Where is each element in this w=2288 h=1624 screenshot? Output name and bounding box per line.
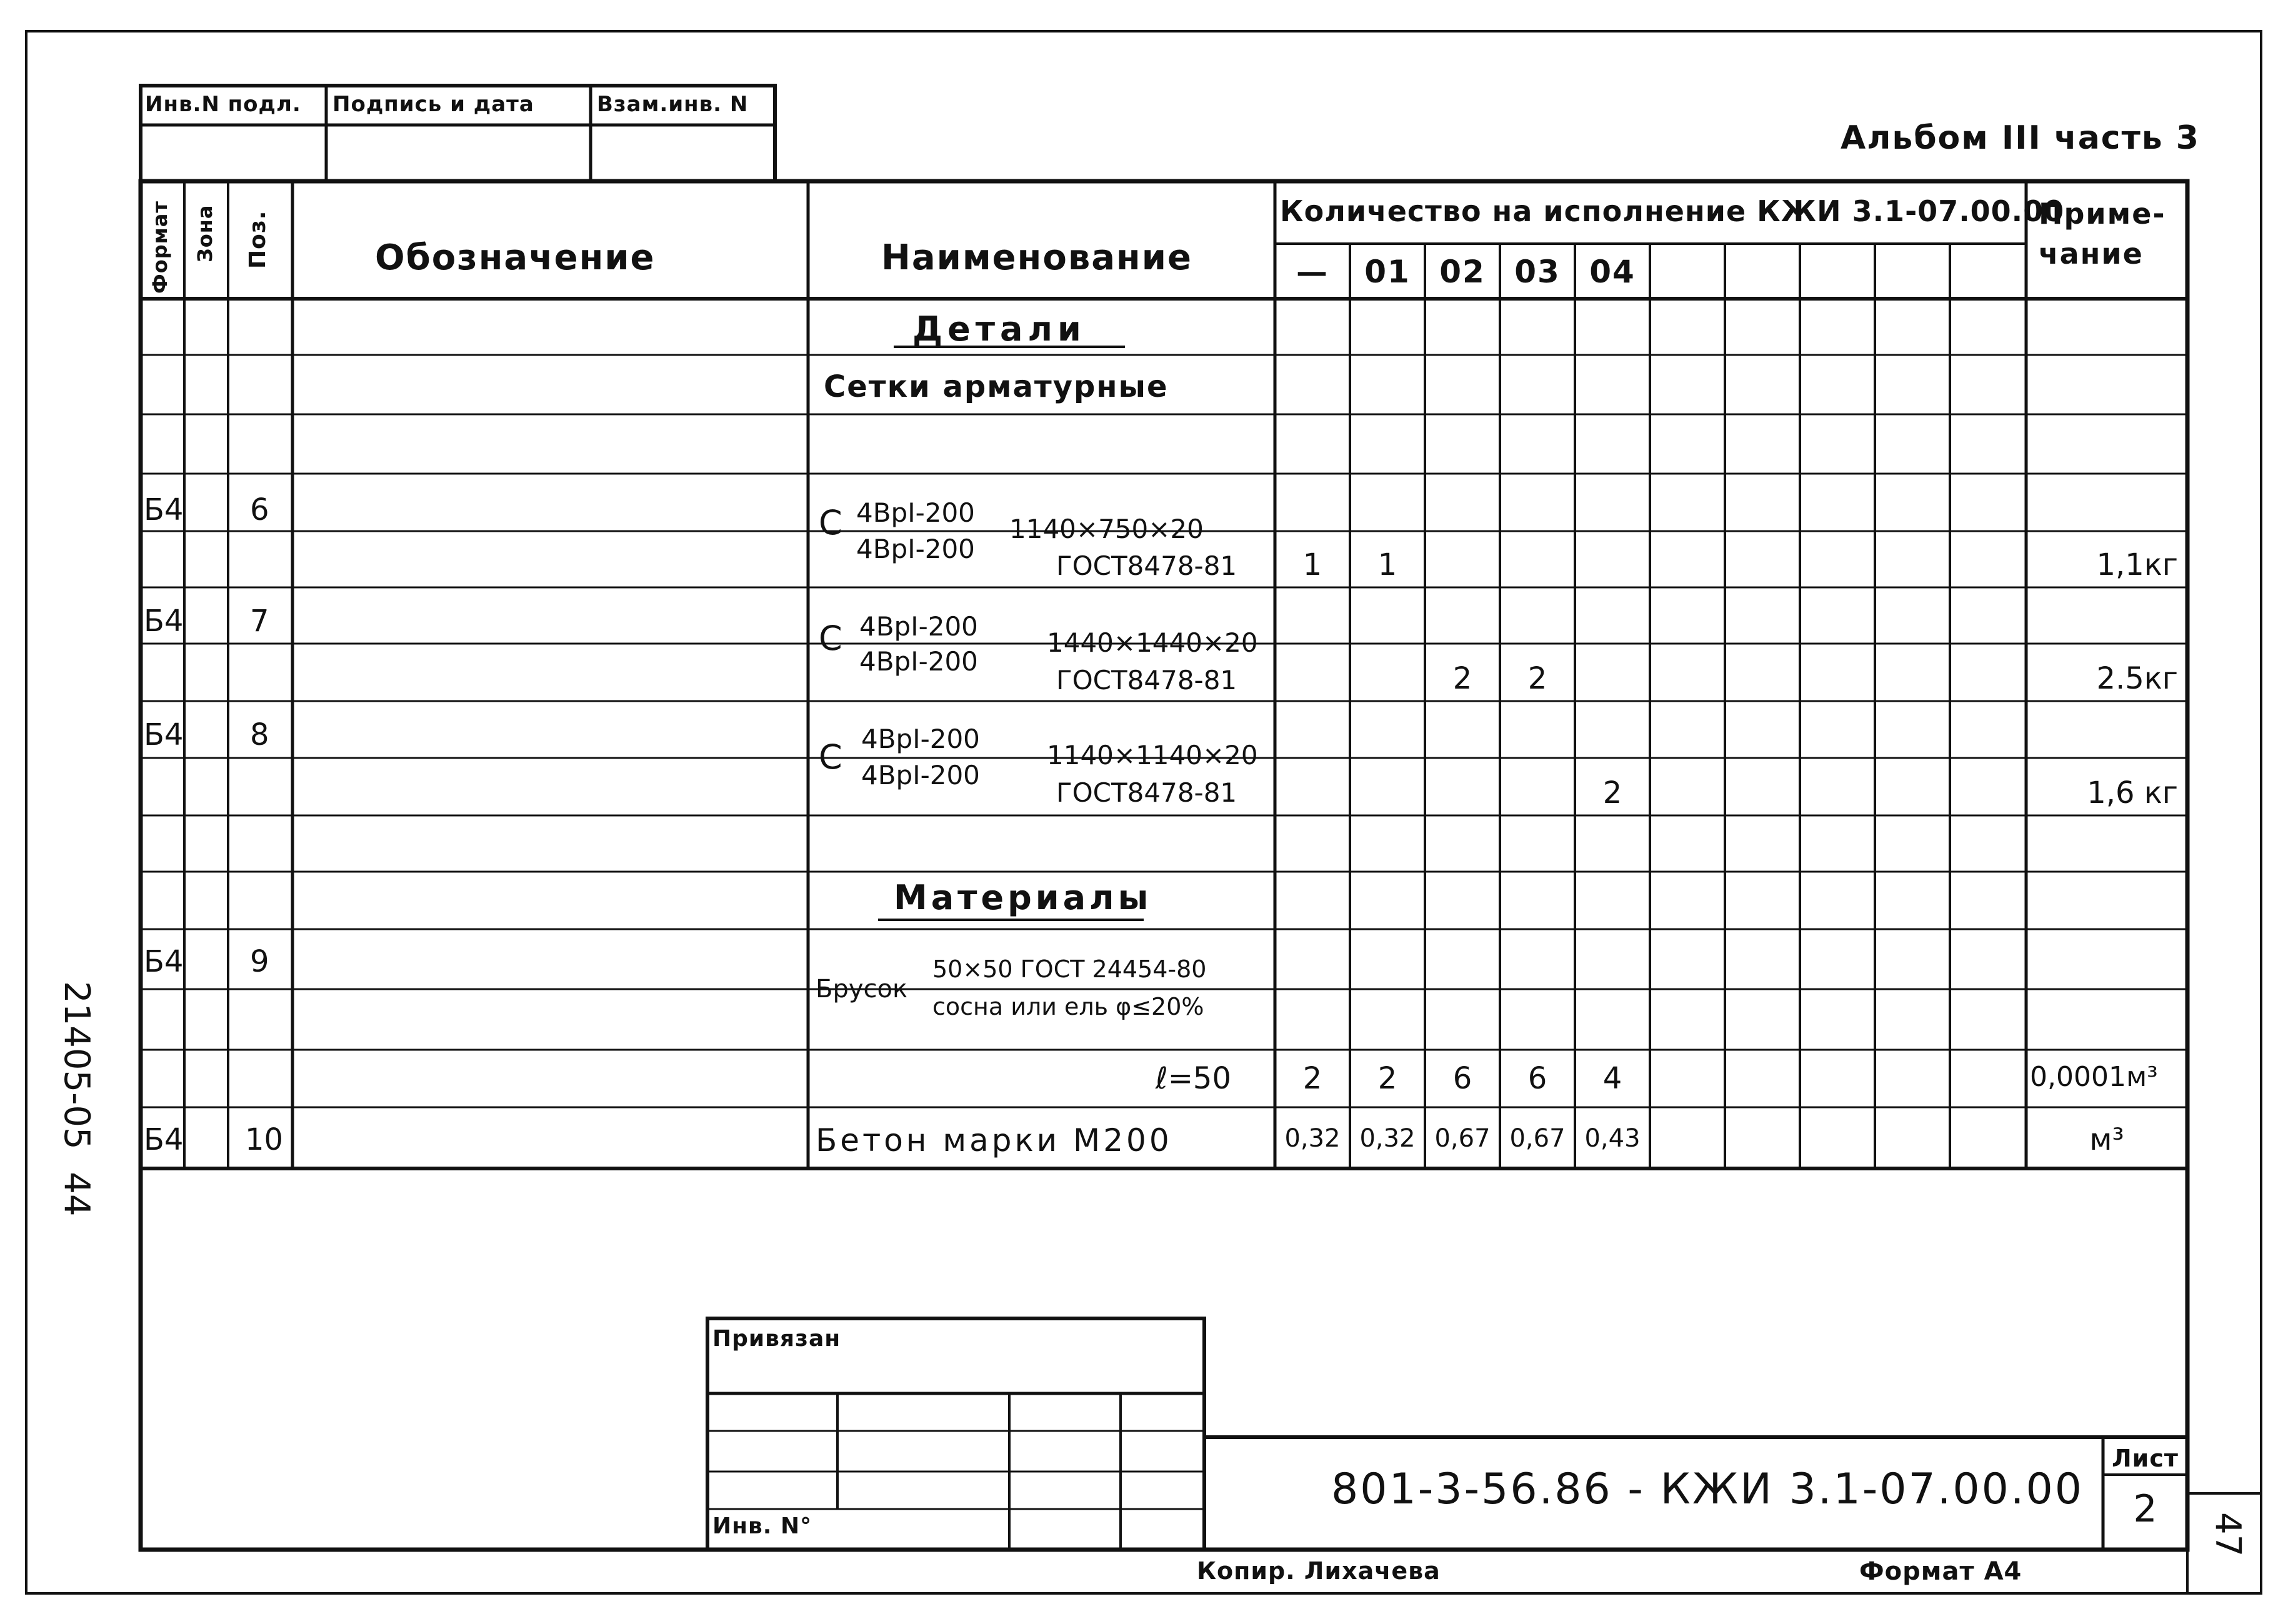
item-10-format: Б4 xyxy=(144,1122,184,1157)
sheet-label: Лист xyxy=(2112,1445,2179,1472)
header-quantity: Количество на исполнение КЖИ 3.1-07.00.00 xyxy=(1280,194,2065,228)
item-9-pos: 9 xyxy=(250,944,269,979)
item-6-note: 1,1кг xyxy=(2096,547,2178,582)
variant-header-03: 03 xyxy=(1514,254,1561,290)
privyazan-label: Привязан xyxy=(712,1326,841,1352)
stamp-signature-label: Подпись и дата xyxy=(332,92,534,117)
item-7-format: Б4 xyxy=(144,604,184,639)
item-10-pos: 10 xyxy=(245,1122,284,1157)
item-9-qty-04: 4 xyxy=(1602,1061,1622,1096)
format-label: Формат А4 xyxy=(1859,1557,2022,1586)
item-6-gost: ГОСТ8478-81 xyxy=(1056,550,1237,581)
section-materials: Материалы xyxy=(894,878,1152,917)
item-9-qty-02: 6 xyxy=(1452,1061,1472,1096)
variant-header-01: 01 xyxy=(1364,254,1411,290)
header-pos: Поз. xyxy=(245,210,271,269)
copier-label: Копир. Лихачева xyxy=(1197,1557,1441,1585)
item-10-qty-02: 0,67 xyxy=(1434,1124,1491,1153)
variant-header-base: — xyxy=(1296,254,1329,290)
item-10-name: Бетон марки М200 xyxy=(816,1122,1172,1158)
item-10-qty-04: 0,43 xyxy=(1584,1124,1641,1153)
document-code: 801-3-56.86 - КЖИ 3.1-07.00.00 xyxy=(1331,1465,2084,1514)
variant-header-02: 02 xyxy=(1439,254,1486,290)
header-zone: Зона xyxy=(193,204,217,262)
item-7-numerator: 4ВрI-200 xyxy=(859,611,978,642)
inv-number-label: Инв. N° xyxy=(712,1513,812,1539)
header-format: Формат xyxy=(148,201,172,294)
section-meshes: Сетки арматурные xyxy=(824,369,1169,404)
item-9-note: 0,0001м³ xyxy=(2030,1061,2158,1093)
item-8-dims: 1140×1140×20 xyxy=(1047,740,1258,770)
item-8-numerator: 4ВрI-200 xyxy=(861,724,980,754)
item-8-qty-04: 2 xyxy=(1602,775,1622,810)
item-7-gost: ГОСТ8478-81 xyxy=(1056,665,1237,695)
item-8-gost: ГОСТ8478-81 xyxy=(1056,777,1237,808)
item-7-note: 2.5кг xyxy=(2096,661,2178,696)
header-note: Приме- чание xyxy=(2039,197,2166,271)
item-9-qty-03: 6 xyxy=(1527,1061,1547,1096)
sheet-number: 2 xyxy=(2133,1487,2157,1531)
item-6-denominator: 4ВрI-200 xyxy=(856,534,975,564)
item-9-prefix: Брусок xyxy=(816,975,908,1004)
item-6-qty-base: 1 xyxy=(1302,547,1322,582)
variant-header-04: 04 xyxy=(1589,254,1636,290)
item-9-qty-01: 2 xyxy=(1377,1061,1397,1096)
item-8-format: Б4 xyxy=(144,717,184,752)
item-9-format: Б4 xyxy=(144,944,184,979)
item-7-qty-02: 2 xyxy=(1452,661,1472,696)
stamp-inv-label: Инв.N подл. xyxy=(145,92,301,117)
item-6-prefix: С xyxy=(819,503,842,542)
header-name: Наименование xyxy=(881,237,1192,278)
item-8-pos: 8 xyxy=(250,717,269,752)
item-8-denominator: 4ВрI-200 xyxy=(861,760,980,790)
item-10-qty-03: 0,67 xyxy=(1509,1124,1566,1153)
album-label: Альбом III часть 3 xyxy=(1841,119,2200,157)
item-6-pos: 6 xyxy=(250,492,269,527)
item-8-note: 1,6 кг xyxy=(2087,775,2178,810)
item-10-qty-base: 0,32 xyxy=(1284,1124,1341,1153)
item-6-format: Б4 xyxy=(144,492,184,527)
item-7-denominator: 4ВрI-200 xyxy=(859,646,978,677)
item-7-dims: 1440×1440×20 xyxy=(1047,627,1258,658)
item-9-numerator: 50×50 ГОСТ 24454-80 xyxy=(932,955,1207,983)
item-9-qty-base: 2 xyxy=(1302,1061,1322,1096)
side-archive-number: 21405-05 44 xyxy=(56,981,97,1217)
item-7-qty-03: 2 xyxy=(1527,661,1547,696)
page-corner-number: 47 xyxy=(2207,1512,2248,1557)
item-8-prefix: С xyxy=(819,737,842,777)
item-7-prefix: С xyxy=(819,619,842,658)
item-9-length: ℓ=50 xyxy=(1155,1061,1231,1096)
item-7-pos: 7 xyxy=(250,604,269,639)
header-designation: Обозначение xyxy=(375,237,656,278)
item-6-qty-01: 1 xyxy=(1377,547,1397,582)
section-details: Детали xyxy=(912,309,1086,349)
item-9-denominator: сосна или ель φ≤20% xyxy=(932,993,1204,1020)
item-6-numerator: 4ВрI-200 xyxy=(856,497,975,528)
item-6-dims: 1140×750×20 xyxy=(1009,514,1204,544)
stamp-replace-label: Взам.инв. N xyxy=(597,92,749,117)
item-10-qty-01: 0,32 xyxy=(1359,1124,1416,1153)
item-10-note: м³ xyxy=(2089,1122,2124,1157)
